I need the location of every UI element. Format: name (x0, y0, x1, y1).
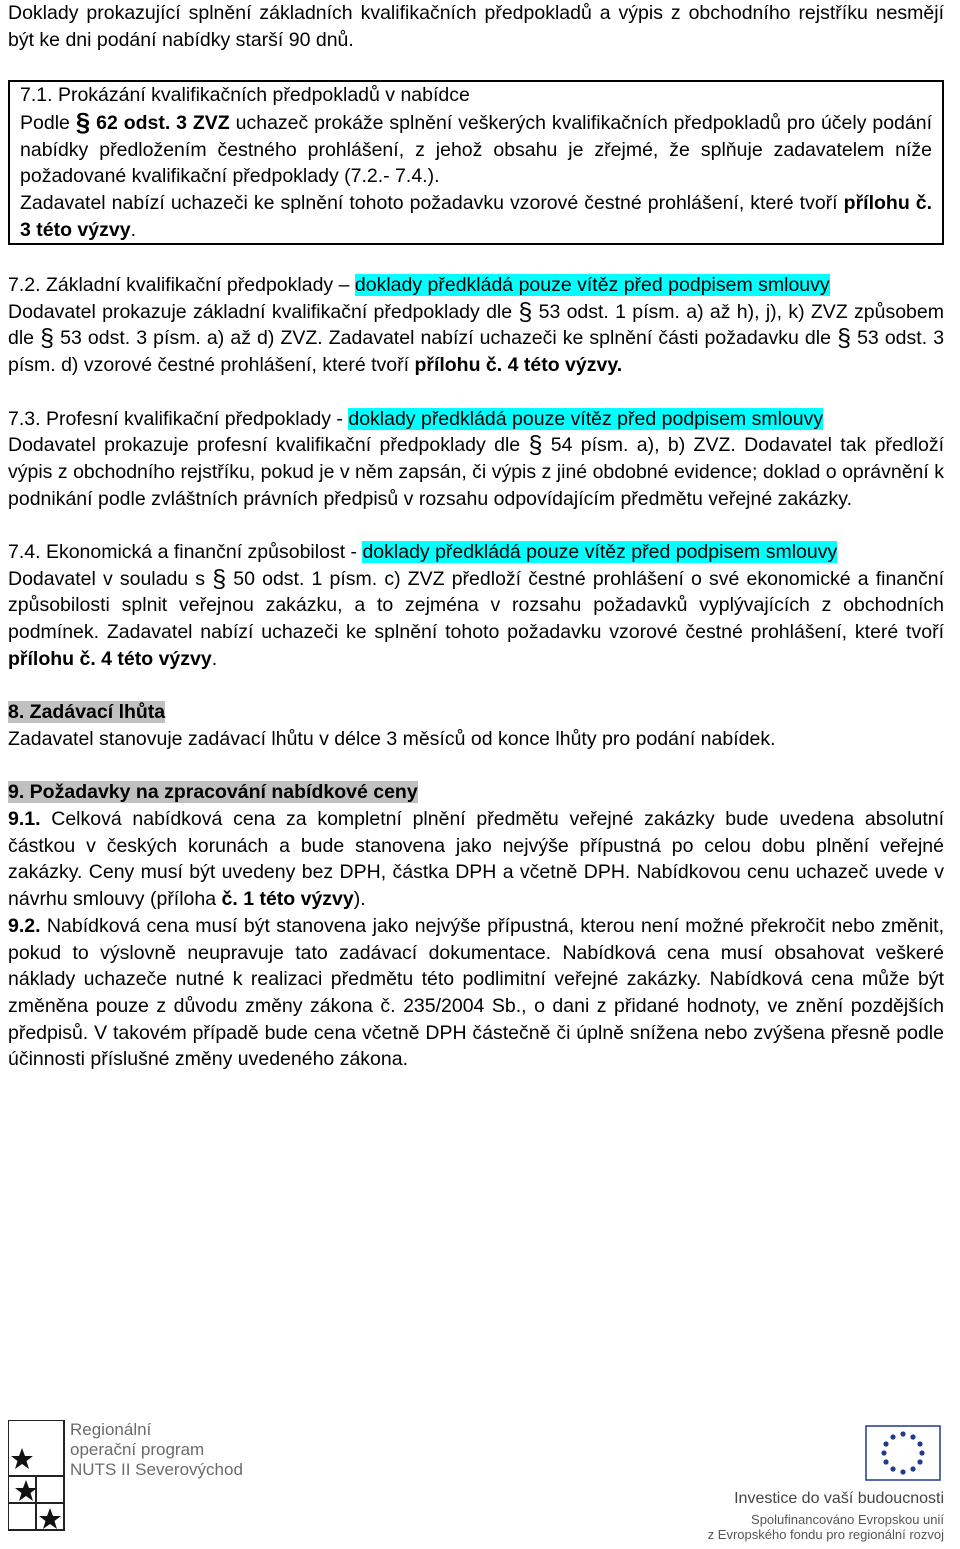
section-7-4-body: Dodavatel v souladu s § 50 odst. 1 písm. c) ZVZ předloží čestné prohlášení o své ekonomické a finanční způsobilosti splnit veřejnou zakázku, a to zejména v rozsahu požadavků vyplývajících z obchodních podmínek. Zadavatel nabízí uchazeči ke splnění tohoto požadavku vzorové čestné prohlášení, které tvoří přílohu č. 4 této výzvy. (8, 564, 945, 670)
box-paragraph-1: Podle § 62 odst. 3 ZVZ uchazeč prokáže splnění veškerých kvalifikačních předpokladů pro účely podání nabídky předložením čestného prohlášení, z jehož obsahu je zřejmé, že splňuje zadavatelem níže požadované kvalifikační předpoklady (7.2.- 7.4.). (20, 106, 933, 188)
section-7-2-body: Dodavatel prokazuje základní kvalifikační předpoklady dle § 53 odst. 1 písm. a) až h), j), k) ZVZ způsobem dle § 53 odst. 3 písm. a) až d) ZVZ. Zadavatel nabízí uchazeči ke splnění části požadavku dle § 53 odst. 3 písm. d) vzorové čestné prohlášení, které tvoří přílohu č. 4 této výzvy. (8, 297, 945, 377)
section-9-2: 9.2. Nabídková cena musí být stanovena jako nejvýše přípustná, kterou není možné překročit nebo změnit, pokud to výslovně neupravuje tato zadávací dokumentace. Nabídková cena musí obsahovat veškeré náklady uchazeče nutné k realizaci předmětu této podlimitní veřejné zakázky. Nabídková cena může být změněna pouze z důvodu změny zákona č. 235/2004 Sb., o dani z přidané hodnoty, ve znění pozdějších předpisů. V takovém případě bude cena včetně DPH částečně či úplně snížena nebo zvýšena přesně podle účinnosti příslušné změny uvedeného zákona. (8, 914, 944, 1071)
qualification-box (8, 80, 944, 245)
highlight-7-2: doklady předkládá pouze vítěz před podpisem smlouvy (354, 274, 830, 296)
section-7-4: 7.4. Ekonomická a finanční způsobilost - doklady předkládá pouze vítěz před podpisem smlouvy (8, 541, 838, 563)
section-sign: § (75, 106, 91, 137)
rop-logo (8, 1420, 248, 1538)
eu-slogan: Investice do vaší budoucnosti (734, 1490, 944, 1507)
intro-paragraph: Doklady prokazující splnění základních kvalifikačních předpokladů a výpis z obchodního rejstříku nesmějí být ke dni podání nabídky starší 90 dnů. (8, 2, 944, 51)
box-paragraph-2: Zadavatel nabízí uchazeči ke splnění tohoto požadavku vzorové čestné prohlášení, které tvoří přílohu č. 3 této výzvy. (20, 191, 933, 241)
box-heading: 7.1. Prokázání kvalifikačních předpokladů v nabídce (20, 84, 470, 107)
eu-line-3: z Evropského fondu pro regionální rozvoj (707, 1527, 944, 1542)
section-7-3: 7.3. Profesní kvalifikační předpoklady - doklady předkládá pouze vítěz před podpisem smlouvy (8, 407, 824, 430)
eu-logo (688, 1420, 950, 1542)
rop-line-2: operační program (70, 1440, 205, 1459)
section-8-body: Zadavatel stanovuje zadávací lhůtu v délce 3 měsíců od konce lhůty pro podání nabídek. (8, 727, 776, 750)
rop-line-1: Regionální (70, 1420, 152, 1439)
eu-line-2: Spolufinancováno Evropskou unií (751, 1512, 944, 1527)
section-9-1: 9.1. Celková nabídková cena za kompletní plnění předmětu veřejné zakázky bude uvedena absolutní částkou v českých korunách a bude stanovena jako nejvýše přípustná po celou dobu plnění veřejné zakázky. Ceny musí být uvedeny bez DPH, částka DPH a včetně DPH. Nabídkovou cenu uchazeč uvede v návrhu smlouvy (příloha č. 1 této výzvy). (8, 808, 945, 911)
eu-flag-icon (864, 1424, 944, 1484)
rop-stars-icon (8, 1420, 68, 1538)
section-8-heading: 8. Zadávací lhůta (8, 701, 166, 724)
rop-line-3: NUTS II Severovýchod (70, 1460, 243, 1479)
section-7-2: 7.2. Základní kvalifikační předpoklady – doklady předkládá pouze vítěz před podpisem smlouvy (8, 274, 830, 296)
highlight-7-4: doklady předkládá pouze vítěz před podpisem smlouvy (362, 541, 838, 563)
highlight-7-3: doklady předkládá pouze vítěz před podpisem smlouvy (348, 407, 824, 430)
document-page (8, 0, 944, 1073)
section-9-heading: 9. Požadavky na zpracování nabídkové ceny (8, 781, 418, 804)
section-7-3-body: Dodavatel prokazuje profesní kvalifikační předpoklady dle § 54 písm. a), b) ZVZ. Dodavatel tak předloží výpis z obchodního rejstříku, pokud je v něm zapsán, či výpis z jiné obdobné evidence; doklad o oprávnění k podnikání podle zvláštních právních předpisů v rozsahu odpovídajícím předmětu veřejné zakázky. (8, 431, 944, 510)
